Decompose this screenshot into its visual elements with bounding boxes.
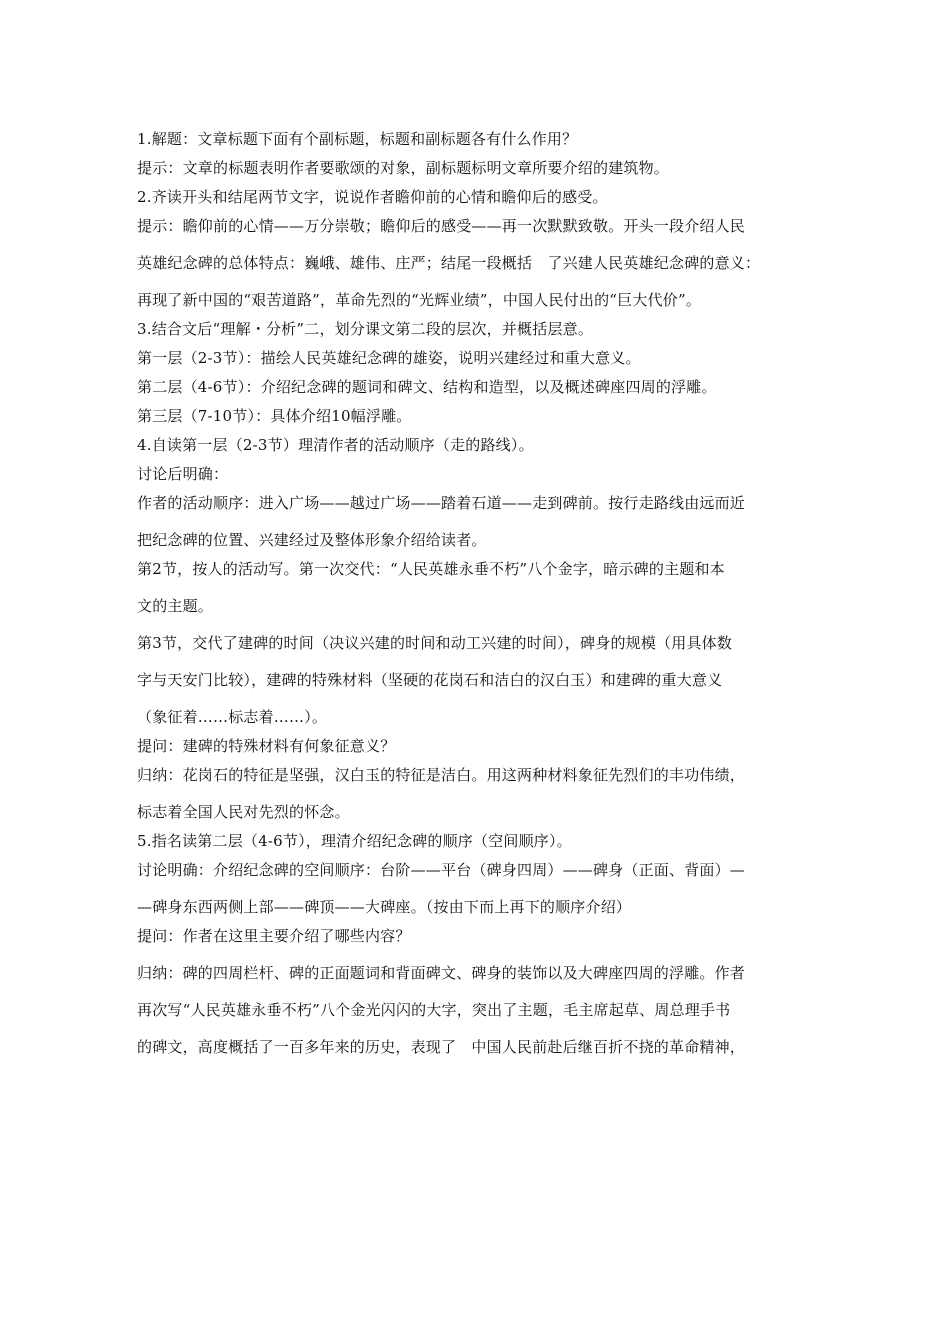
layer-3: 第三层（7-10节）：具体介绍10幅浮雕。 bbox=[137, 407, 412, 425]
layer-2: 第二层（4-6节）：介绍纪念碑的题词和碑文、结构和造型，以及概述碑座四周的浮雕。 bbox=[137, 378, 717, 396]
question-symbolism: 提问：建碑的特殊材料有何象征意义？ bbox=[137, 737, 396, 755]
section-2-line-1: 第2节，按人的活动写。第一次交代：“人民英雄永垂不朽”八个金字，暗示碑的主题和本 bbox=[137, 560, 725, 578]
summary-2-line-3: 的碑文，高度概括了一百多年来的历史，表现了 中国人民前赴后继百折不挠的革命精神， bbox=[137, 1038, 746, 1056]
hint-2-line-1: 提示：瞻仰前的心情——万分崇敬；瞻仰后的感受——再一次默默致敬。开头一段介绍人民 bbox=[137, 217, 746, 235]
hint-1: 提示：文章的标题表明作者要歌颂的对象，副标题标明文章所要介绍的建筑物。 bbox=[137, 159, 670, 177]
spatial-order-line-2: —碑身东西两侧上部——碑顶——大碑座。（按由下而上再下的顺序介绍） bbox=[137, 898, 632, 916]
section-3-line-3: （象征着……标志着……）。 bbox=[137, 708, 328, 726]
question-4: 4.自读第一层（2-3节）理清作者的活动顺序（走的路线）。 bbox=[137, 436, 534, 454]
question-3: 3.结合文后“理解・分析”二，划分课文第二段的层次，并概括层意。 bbox=[137, 320, 594, 338]
question-2: 2.齐读开头和结尾两节文字，说说作者瞻仰前的心情和瞻仰后的感受。 bbox=[137, 188, 608, 206]
question-1: 1.解题：文章标题下面有个副标题，标题和副标题各有什么作用？ bbox=[137, 130, 578, 148]
hint-2-line-2: 英雄纪念碑的总体特点：巍峨、雄伟、庄严；结尾一段概括 了兴建人民英雄纪念碑的意义： bbox=[137, 254, 761, 272]
section-3-line-2: 字与天安门比较），建碑的特殊材料（坚硬的花岗石和洁白的汉白玉）和建碑的重大意义 bbox=[137, 671, 723, 689]
section-2-line-2: 文的主题。 bbox=[137, 597, 214, 615]
discussion-label: 讨论后明确： bbox=[137, 465, 229, 483]
document-body bbox=[137, 125, 827, 1062]
summary-2-line-1: 归纳：碑的四周栏杆、碑的正面题词和背面碑文、碑身的装饰以及大碑座四周的浮雕。作者 bbox=[137, 964, 746, 982]
section-3-line-1: 第3节，交代了建碑的时间（决议兴建的时间和动工兴建的时间），碑身的规模（用具体数 bbox=[137, 634, 733, 652]
summary-1-line-1: 归纳：花岗石的特征是坚强，汉白玉的特征是洁白。用这两种材料象征先烈们的丰功伟绩， bbox=[137, 766, 746, 784]
question-content: 提问：作者在这里主要介绍了哪些内容？ bbox=[137, 927, 411, 945]
layer-1: 第一层（2-3节）：描绘人民英雄纪念碑的雄姿，说明兴建经过和重大意义。 bbox=[137, 349, 641, 367]
question-5: 5.指名读第二层（4-6节），理清介绍纪念碑的顺序（空间顺序）。 bbox=[137, 832, 572, 850]
summary-1-line-2: 标志着全国人民对先烈的怀念。 bbox=[137, 803, 350, 821]
hint-2-line-3: 再现了新中国的“艰苦道路”，革命先烈的“光辉业绩”，中国人民付出的“巨大代价”。 bbox=[137, 291, 702, 309]
activity-order-line-1: 作者的活动顺序：进入广场——越过广场——踏着石道——走到碑前。按行走路线由远而近 bbox=[137, 494, 746, 512]
spatial-order-line-1: 讨论明确：介绍纪念碑的空间顺序：台阶——平台（碑身四周）——碑身（正面、背面）— bbox=[137, 861, 746, 879]
activity-order-line-2: 把纪念碑的位置、兴建经过及整体形象介绍给读者。 bbox=[137, 531, 487, 549]
summary-2-line-2: 再次写“人民英雄永垂不朽”八个金光闪闪的大字，突出了主题，毛主席起草、周总理手书 bbox=[137, 1001, 731, 1019]
